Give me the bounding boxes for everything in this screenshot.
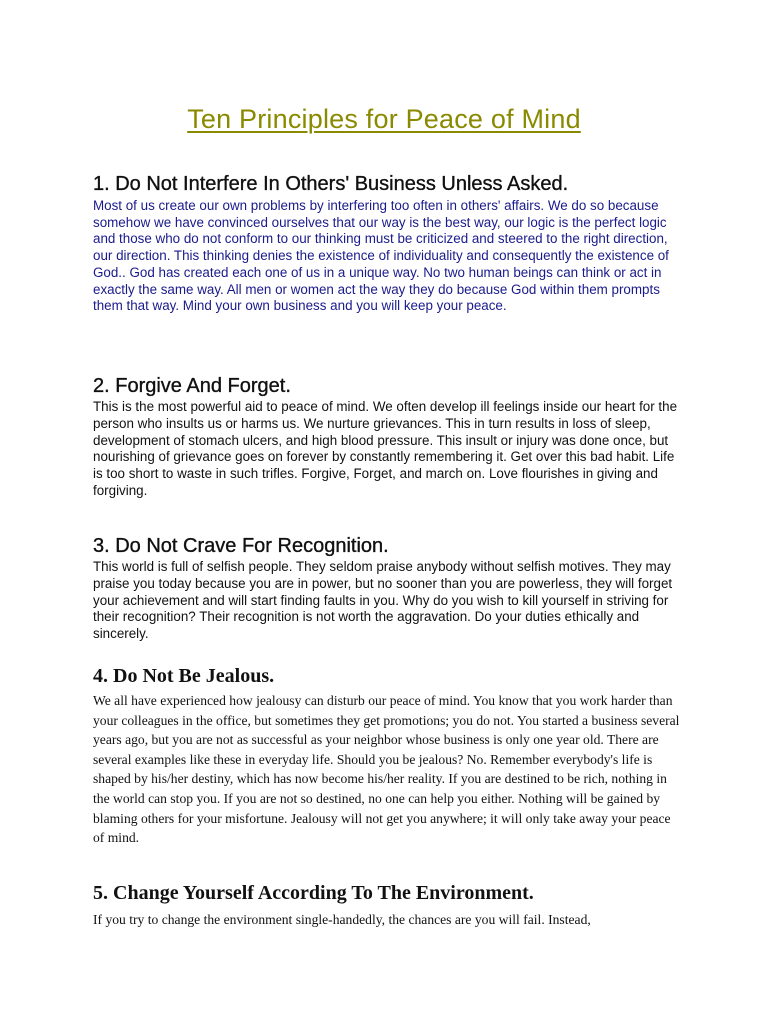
principle-2-body: This is the most powerful aid to peace of mind. We often develop ill feelings inside our heart for the person who insults us or harms us. We nurture grievances. This in turn results in loss of sleep, development of stomach ulcers, and high blood pressure. This insult or injury was done once, but nourishing of grievance goes on forever by constantly remembering it. Get over this bad habit. Life is too short to waste in such trifles. Forgive, Forget, and march on. Love flourishes in giving and forgiving. xyxy=(93,399,678,498)
principle-5 xyxy=(93,881,683,930)
principle-5-heading: 5. Change Yourself According To The Environment. xyxy=(93,882,534,904)
principle-2 xyxy=(93,374,683,500)
principle-3-body: This world is full of selfish people. They seldom praise anybody without selfish motives. They may praise you today because you are in power, but no sooner than you are powerless, they will forget your achievement and will start finding faults in you. Why do you wish to kill yourself in striving for their recognition? Their recognition is not worth the aggravation. Do your duties ethically and sincerely. xyxy=(93,559,673,642)
principle-4-heading: 4. Do Not Be Jealous. xyxy=(93,665,275,687)
principle-1-heading: 1. Do Not Interfere In Others' Business Unless Asked. xyxy=(93,173,569,195)
principle-1 xyxy=(93,172,683,315)
principle-5-body: If you try to change the environment single-handedly, the chances are you will fail. Instead, xyxy=(93,912,591,927)
principle-1-body: Most of us create our own problems by interfering too often in others' affairs. We do so because somehow we have convinced ourselves that our way is the best way, our logic is the perfect logic and those who do not conform to our thinking must be criticized and steered to the right direction, our direction. This thinking denies the existence of individuality and consequently the existence of God.. God has created each one of us in a unique way. No two human beings can think or act in exactly the same way. All men or women act the way they do because God within them prompts them that way. Mind your own business and you will keep your peace. xyxy=(93,198,669,314)
principle-4 xyxy=(93,664,683,848)
document-title: Ten Principles for Peace of Mind xyxy=(187,104,581,134)
principle-4-body: We all have experienced how jealousy can disturb our peace of mind. You know that you work harder than your colleagues in the office, but sometimes they get promotions; you do not. You started a business several years ago, but you are not as successful as your neighbor whose business is only one year old. There are several examples like these in everyday life. Should you be jealous? No. Remember everybody's life is shaped by his/her destiny, which has now become his/her reality. If you are destined to be rich, nothing in the world can stop you. If you are not so destined, no one can help you either. Nothing will be gained by blaming others for your misfortune. Jealousy will not get you anywhere; it will only take away your peace of mind. xyxy=(93,693,680,846)
principle-3-heading: 3. Do Not Crave For Recognition. xyxy=(93,535,389,557)
principle-3 xyxy=(93,534,683,643)
principle-2-heading: 2. Forgive And Forget. xyxy=(93,375,291,397)
